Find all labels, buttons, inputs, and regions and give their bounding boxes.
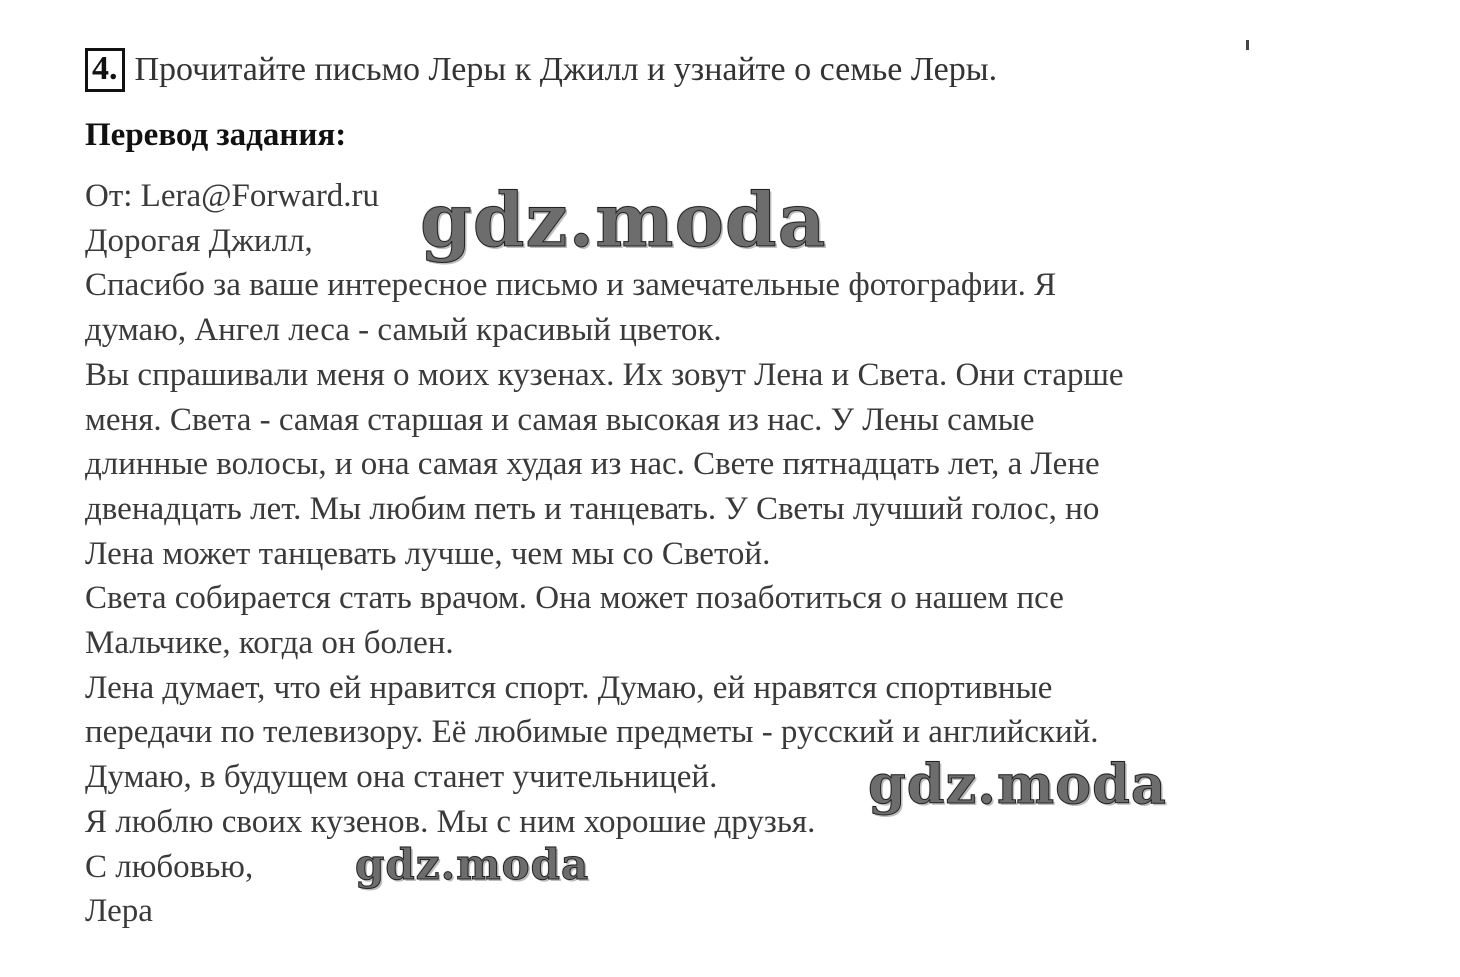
letter-line: Вы спрашивали меня о моих кузенах. Их зовут Лена и Света. Они старше [85, 356, 1124, 393]
letter-line: Света собирается стать врачом. Она может позаботиться о нашем псе [85, 580, 1064, 617]
task-number-badge: 4. [85, 48, 125, 92]
letter-line: передачи по телевизору. Её любимые предметы - русский и английский. [85, 714, 1099, 751]
letter-line: меня. Света - самая старшая и самая высокая из нас. У Лены самые [85, 401, 1035, 438]
letter-line: Лена может танцевать лучше, чем мы со Светой. [85, 535, 771, 572]
letter-line: Дорогая Джилл, [85, 222, 313, 259]
letter-body [85, 174, 1405, 934]
task-header [85, 48, 997, 92]
letter-line: Спасибо за ваше интересное письмо и замечательные фотографии. Я [85, 267, 1057, 304]
letter-line: С любовью, [85, 848, 254, 885]
letter-line: длинные волосы, и она самая худая из нас. Свете пятнадцать лет, а Лене [85, 446, 1100, 483]
letter-line: думаю, Ангел леса - самый красивый цветок. [85, 312, 722, 349]
letter-line: Я люблю своих кузенов. Мы с ним хорошие друзья. [85, 803, 816, 840]
letter-line: Лера [85, 893, 153, 930]
letter-line: Мальчике, когда он болен. [85, 625, 454, 662]
watermark: gdz.moda [420, 178, 827, 264]
translation-heading: Перевод задания: [85, 117, 347, 153]
watermark: gdz.moda [868, 752, 1167, 816]
letter-line: От: Lera@Forward.ru [85, 178, 380, 214]
letter-line: двенадцать лет. Мы любим петь и танцевать. У Светы лучший голос, но [85, 490, 1100, 527]
task-instruction: Прочитайте письмо Леры к Джилл и узнайте о семье Леры. [134, 51, 998, 88]
scan-artifact [1246, 40, 1249, 50]
letter-line: Лена думает, что ей нравится спорт. Думаю, ей нравятся спортивные [85, 669, 1053, 706]
watermark: gdz.moda [355, 840, 590, 889]
letter-line: Думаю, в будущем она станет учительницей. [85, 759, 718, 796]
